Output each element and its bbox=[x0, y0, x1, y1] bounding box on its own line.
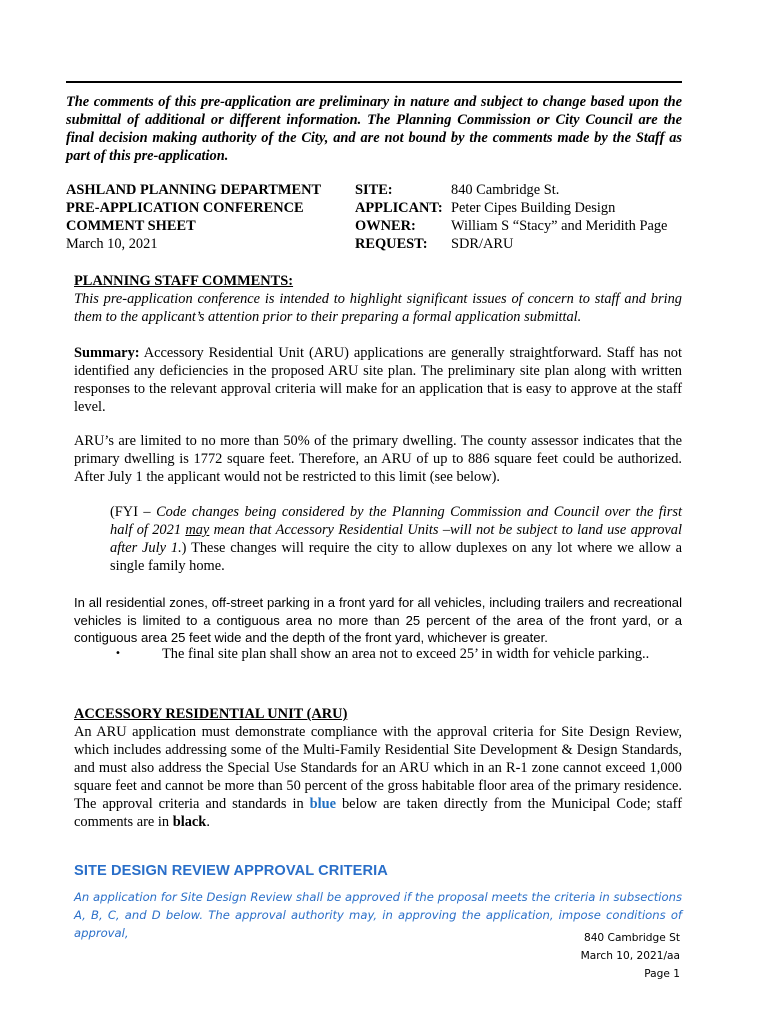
bullet-icon: • bbox=[115, 648, 121, 659]
sdr-heading: SITE DESIGN REVIEW APPROVAL CRITERIA bbox=[74, 863, 388, 879]
page-footer bbox=[581, 929, 680, 983]
fyi-may: may bbox=[185, 522, 210, 538]
aru-paragraph bbox=[74, 723, 682, 831]
field-value: 840 Cambridge St. bbox=[451, 182, 560, 198]
department-header bbox=[66, 181, 351, 253]
top-rule bbox=[66, 81, 682, 83]
footer-address: 840 Cambridge St bbox=[583, 932, 680, 944]
field-label: REQUEST: bbox=[355, 236, 428, 252]
summary-paragraph bbox=[74, 344, 682, 416]
field-label: SITE: bbox=[355, 182, 393, 198]
fyi-italic-a: Code changes being considered by the Planning Commission and Council over the first half of 2021 bbox=[110, 504, 682, 538]
aru-limit-paragraph: ARU’s are limited to no more than 50% of the primary dwelling. The county assessor indicates that the primary dwelling is 1772 square feet. Therefore, an ARU of up to 886 square feet could be authorized. After July 1 the applicant would not be restricted to this limit (see below). bbox=[74, 433, 682, 485]
summary-label: Summary: bbox=[74, 345, 140, 361]
aru-heading: ACCESSORY RESIDENTIAL UNIT (ARU) bbox=[74, 706, 348, 722]
fyi-italic-b: mean that Accessory Residential Units –will not be subject to land use approval after July 1. bbox=[110, 522, 683, 556]
aru-text-b: below are taken directly from the Municipal Code; staff comments are in bbox=[74, 796, 682, 830]
field-label: APPLICANT: bbox=[355, 200, 443, 216]
parking-paragraph: In all residential zones, off-street parking in a front yard for all vehicles, including trailers and recreational vehicles is limited to a contiguous area no more than 25 percent of the area of the front yard, or a contiguous area 25 feet wide and the depth of the front yard, whichever is greater. bbox=[74, 595, 682, 645]
field-request bbox=[355, 235, 685, 253]
field-applicant bbox=[355, 199, 685, 217]
page-number: Page 1 bbox=[644, 968, 680, 980]
parking-bullet bbox=[115, 645, 682, 663]
aru-black-word: black bbox=[172, 814, 207, 830]
sdr-criteria-text: An application for Site Design Review shall be approved if the proposal meets the criteria in subsections A, B, C, and D below. The approval authority may, in approving the application, impose conditions of approval, bbox=[74, 890, 682, 940]
field-owner bbox=[355, 217, 685, 235]
sheet-title: COMMENT SHEET bbox=[66, 218, 196, 234]
bullet-text: The final site plan shall show an area not to exceed 25’ in width for vehicle parking.. bbox=[162, 646, 650, 662]
field-value: Peter Cipes Building Design bbox=[451, 200, 616, 216]
fyi-note bbox=[110, 503, 682, 575]
aru-text-end: . bbox=[206, 814, 210, 830]
field-site bbox=[355, 181, 685, 199]
aru-text-a: An ARU application must demonstrate compliance with the approval criteria for Site Design Review, which includes addressing some of the Multi-Family Residential Site Development & Design Standards, and must also address the Special Use Standards for an ARU which in an R-1 zone cannot exceed 1,000 square feet and cannot be more than 50 percent of the gross habitable floor area of the primary residence. The approval criteria and standards in bbox=[74, 724, 682, 812]
conference-date: March 10, 2021 bbox=[66, 236, 158, 252]
disclaimer: The comments of this pre-application are preliminary in nature and subject to change based upon the submittal of additional or different information. The Planning Commission or City Council are the final decision making authority of the City, and are not bound by the comments made by the Staff as part of this pre-application. bbox=[66, 94, 682, 164]
department-name: ASHLAND PLANNING DEPARTMENT bbox=[66, 182, 322, 198]
aru-blue-word: blue bbox=[309, 796, 337, 812]
field-label: OWNER: bbox=[355, 218, 416, 234]
field-value: SDR/ARU bbox=[451, 236, 514, 252]
staff-comments-intro: This pre-application conference is intended to highlight significant issues of concern to staff and bring them to the applicant’s attention prior to their preparing a formal application submittal. bbox=[74, 291, 682, 325]
summary-text: Accessory Residential Unit (ARU) applications are generally straightforward. Staff has not identified any deficiencies in the proposed ARU site plan. The preliminary site plan along with written responses to the relevant approval criteria will make for an application that is easy to approve at the staff level. bbox=[74, 345, 682, 415]
fyi-open: (FYI – bbox=[110, 504, 157, 520]
conference-title: PRE-APPLICATION CONFERENCE bbox=[66, 200, 304, 216]
field-value: William S “Stacy” and Meridith Page bbox=[451, 218, 668, 234]
project-fields bbox=[355, 181, 685, 253]
fyi-close: ) These changes will require the city to allow duplexes on any lot where we allow a single family home. bbox=[110, 540, 682, 574]
footer-date: March 10, 2021/aa bbox=[580, 950, 680, 962]
staff-comments-heading: PLANNING STAFF COMMENTS: bbox=[74, 273, 294, 289]
